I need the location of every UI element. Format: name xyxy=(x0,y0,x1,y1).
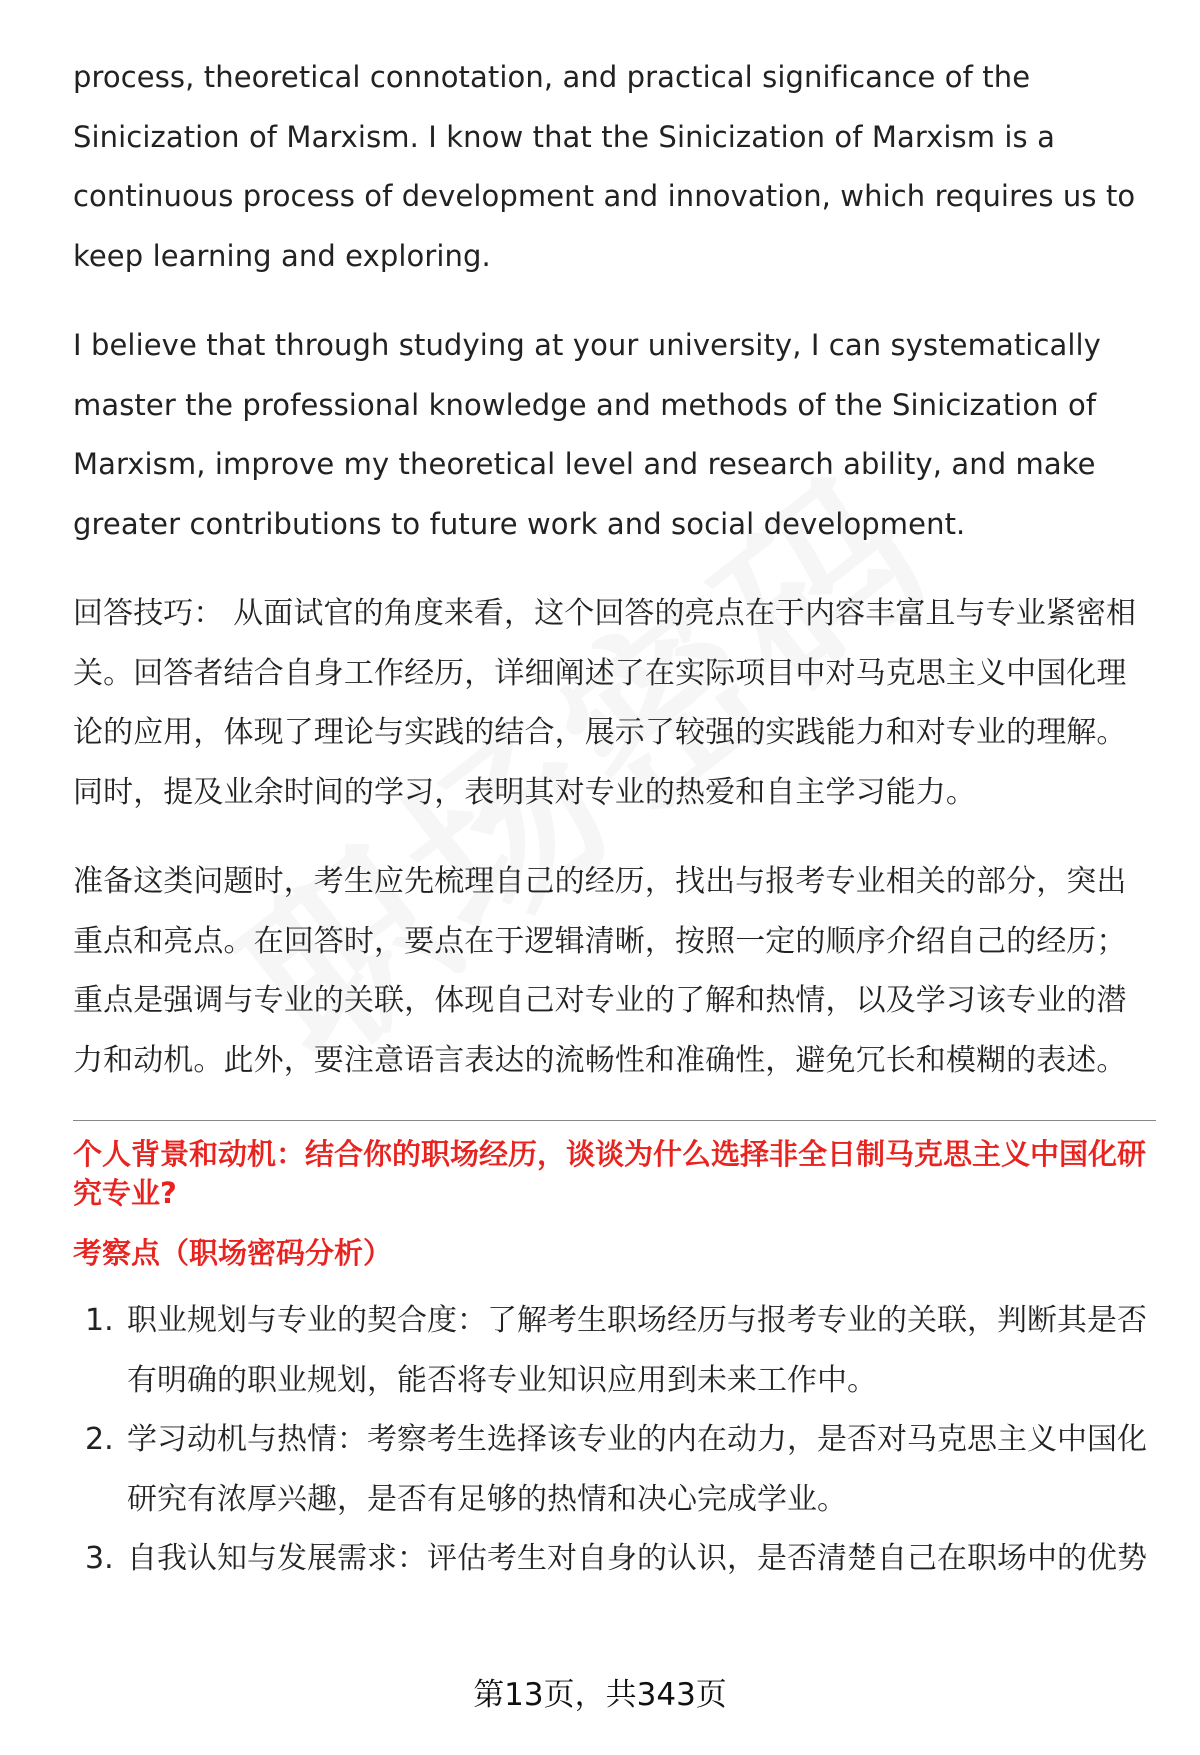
list-item-text: 自我认知与发展需求：评估考生对自身的认识，是否清楚自己在职场中的优势 xyxy=(127,1541,1147,1576)
list-item-number: 2. xyxy=(85,1422,114,1457)
list-item xyxy=(73,1529,1156,1589)
question-heading: 个人背景和动机：结合你的职场经历，谈谈为什么选择非全日制马克思主义中国化研究专业? xyxy=(73,1137,1147,1210)
page-number-footer: 第13页，共343页 xyxy=(473,1677,727,1713)
assessment-points-list xyxy=(73,1291,1156,1589)
answer-tips-paragraph: 回答技巧： 从面试官的角度来看，这个回答的亮点在于内容丰富且与专业紧密相关。回答者结合自身工作经历，详细阐述了在实际项目中对马克思主义中国化理论的应用，体现了理论与实践的结合，展示了较强的实践能力和对专业的理解。同时，提及业余时间的学习，表明其对专业的热爱和自主学习能力。 xyxy=(73,596,1137,810)
list-item xyxy=(73,1410,1156,1529)
list-item-number: 1. xyxy=(85,1303,114,1338)
preparation-advice-paragraph: 准备这类问题时，考生应先梳理自己的经历，找出与报考专业相关的部分，突出重点和亮点。在回答时，要点在于逻辑清晰，按照一定的顺序介绍自己的经历；重点是强调与专业的关联，体现自己对专业的了解和热情，以及学习该专业的潜力和动机。此外，要注意语言表达的流畅性和准确性，避免冗长和模糊的表述。 xyxy=(73,864,1127,1078)
page-content xyxy=(73,48,1156,1589)
section-divider xyxy=(73,1120,1156,1121)
list-item xyxy=(73,1291,1156,1410)
list-item-number: 3. xyxy=(85,1541,114,1576)
list-item-text: 职业规划与专业的契合度：了解考生职场经历与报考专业的关联，判断其是否有明确的职业规划，能否将专业知识应用到未来工作中。 xyxy=(127,1303,1147,1398)
list-item-text: 学习动机与热情：考察考生选择该专业的内在动力，是否对马克思主义中国化研究有浓厚兴趣，是否有足够的热情和决心完成学业。 xyxy=(127,1422,1147,1517)
assessment-points-heading: 考察点（职场密码分析） xyxy=(73,1236,393,1270)
body-paragraph-en-1: process, theoretical connotation, and practical significance of the Sinicization of Marxism. I know that the Sinicization of Marxism is a continuous process of development and innovation, which requires us to keep learning and exploring. xyxy=(73,60,1136,273)
body-paragraph-en-2: I believe that through studying at your university, I can systematically master the professional knowledge and methods of the Sinicization of Marxism, improve my theoretical level and research ability, and make greater contributions to future work and social development. xyxy=(73,328,1101,541)
